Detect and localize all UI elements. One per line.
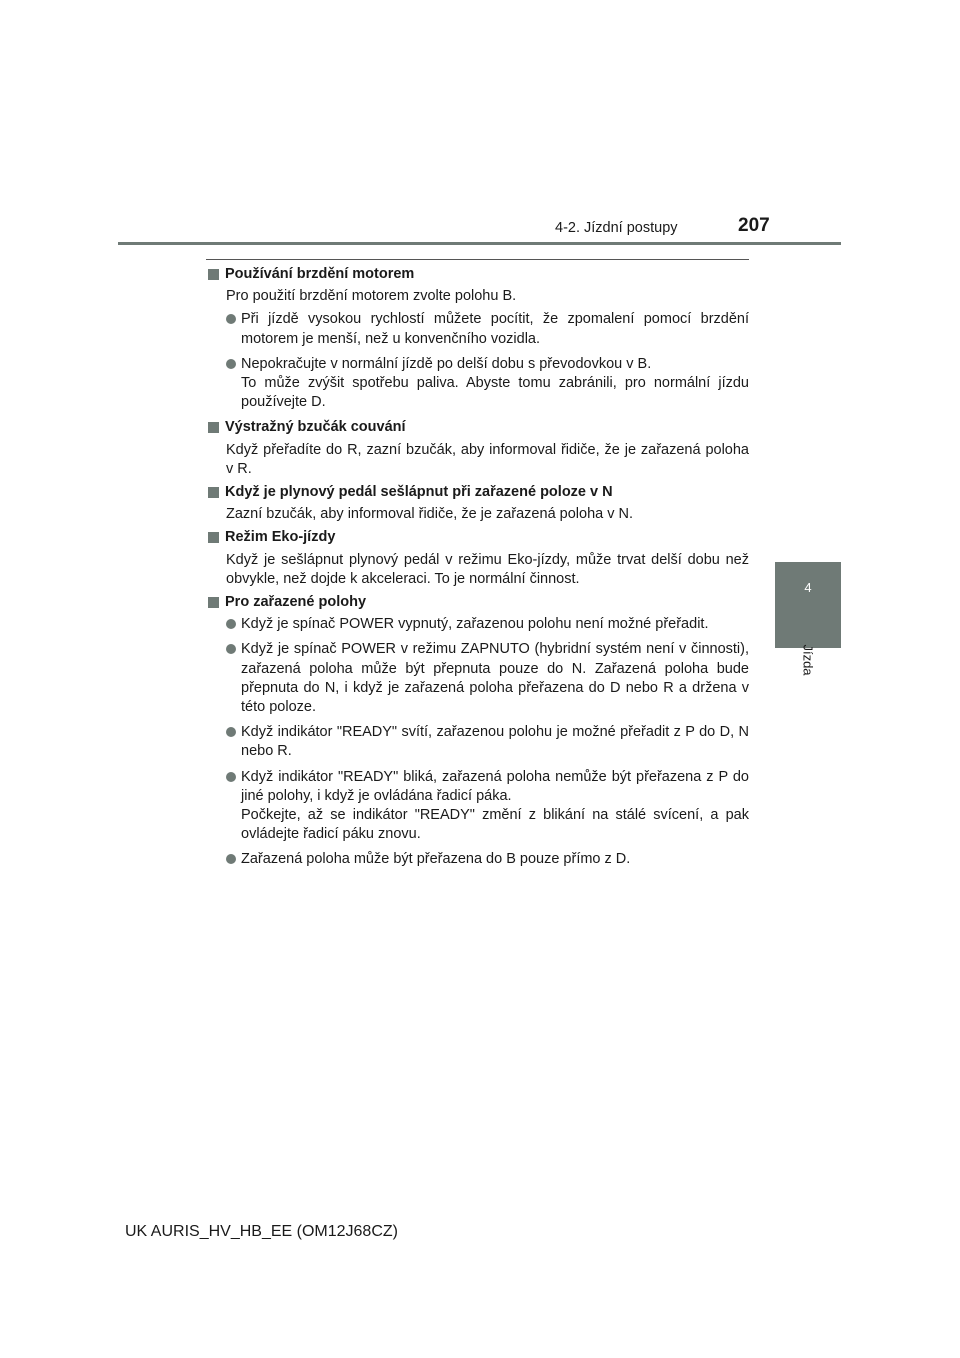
bullet-text: Při jízdě vysokou rychlostí můžete pocítit, že zpomalení pomocí brzdění motorem je menší, než u konvenčního vozidla. — [241, 311, 749, 347]
bullet-text: Když je spínač POWER v režimu ZAPNUTO (hybridní systém není v činnosti), zařazená poloha může být přepnuta pouze do N. Zařazená poloha bude přepnuta do N, i když je zařazená poloha přeřazena do D nebo R a držena v této poloze. — [241, 641, 749, 716]
section-heading-text: Pro zařazené polohy — [225, 594, 367, 611]
chapter-number: 4 — [804, 580, 812, 595]
paragraph: Když je sešlápnut plynový pedál v režimu Eko-jízdy, může trvat delší dobu než obvykle, než dojde k akceleraci. To je normální činnost. — [226, 551, 749, 587]
bullet-text: Počkejte, až se indikátor "READY" změní z blikání na stálé svícení, a pak ovládejte řadicí páku znovu. — [241, 807, 749, 843]
bullet-item — [226, 640, 749, 717]
bullet-text: Když je spínač POWER vypnutý, zařazenou polohu není možné přeřadit. — [241, 616, 709, 633]
page-number: 207 — [738, 215, 770, 236]
header-divider — [118, 242, 841, 245]
section-heading — [208, 418, 749, 437]
paragraph: Zazní bzučák, aby informoval řidiče, že je zařazená poloha v N. — [226, 506, 634, 523]
chapter-title: Jízda — [800, 644, 816, 676]
bullet-item — [226, 310, 749, 348]
round-bullet-icon — [226, 772, 236, 782]
round-bullet-icon — [226, 854, 236, 864]
section-heading-text: Když je plynový pedál sešlápnut při zařazené poloze v N — [225, 484, 613, 501]
round-bullet-icon — [226, 619, 236, 629]
bullet-text: Když indikátor "READY" svítí, zařazenou polohu je možné přeřadit z P do D, N nebo R. — [241, 724, 749, 760]
square-bullet-icon — [208, 422, 219, 433]
section — [208, 418, 749, 479]
bullet-item — [226, 723, 749, 761]
square-bullet-icon — [208, 532, 219, 543]
square-bullet-icon — [208, 597, 219, 608]
round-bullet-icon — [226, 359, 236, 369]
section-heading — [208, 593, 749, 612]
section-heading-text: Používání brzdění motorem — [225, 266, 415, 282]
footer-manual-code: UK AURIS_HV_HB_EE (OM12J68CZ) — [125, 1223, 398, 1240]
bullet-item — [226, 850, 749, 869]
section — [208, 483, 749, 524]
main-content — [208, 265, 749, 876]
bullet-text: Nepokračujte v normální jízdě po delší dobu s převodovkou v B. — [241, 355, 652, 372]
paragraph: Když přeřadíte do R, zazní bzučák, aby informoval řidiče, že je zařazená poloha v R. — [226, 441, 749, 477]
bullet-text: To může zvýšit spotřebu paliva. Abyste tomu zabránili, pro normální jízdu používejte D. — [241, 375, 749, 411]
paragraph: Pro použití brzdění motorem zvolte polohu B. — [226, 288, 517, 305]
square-bullet-icon — [208, 487, 219, 498]
bullet-item — [226, 355, 749, 413]
round-bullet-icon — [226, 644, 236, 654]
round-bullet-icon — [226, 314, 236, 324]
section-heading — [208, 528, 749, 547]
bullet-item — [226, 615, 749, 634]
chapter-tab — [775, 562, 841, 648]
section-heading-text: Výstražný bzučák couvání — [225, 419, 406, 436]
section — [208, 593, 749, 870]
bullet-text: Zařazená poloha může být přeřazena do B pouze přímo z D. — [241, 851, 631, 868]
content-divider — [206, 259, 749, 260]
section — [208, 265, 749, 412]
square-bullet-icon — [208, 269, 219, 280]
section-heading — [208, 265, 749, 284]
section-heading — [208, 483, 749, 502]
bullet-item — [226, 768, 749, 845]
bullet-text: Když indikátor "READY" bliká, zařazená poloha nemůže být přeřazena z P do jiné polohy, i když je ovládána řadicí páka. — [241, 768, 749, 804]
section — [208, 528, 749, 589]
header-section-title: 4-2. Jízdní postupy — [555, 220, 678, 236]
section-heading-text: Režim Eko-jízdy — [225, 529, 336, 546]
chapter-title-vertical — [794, 640, 822, 680]
round-bullet-icon — [226, 727, 236, 737]
